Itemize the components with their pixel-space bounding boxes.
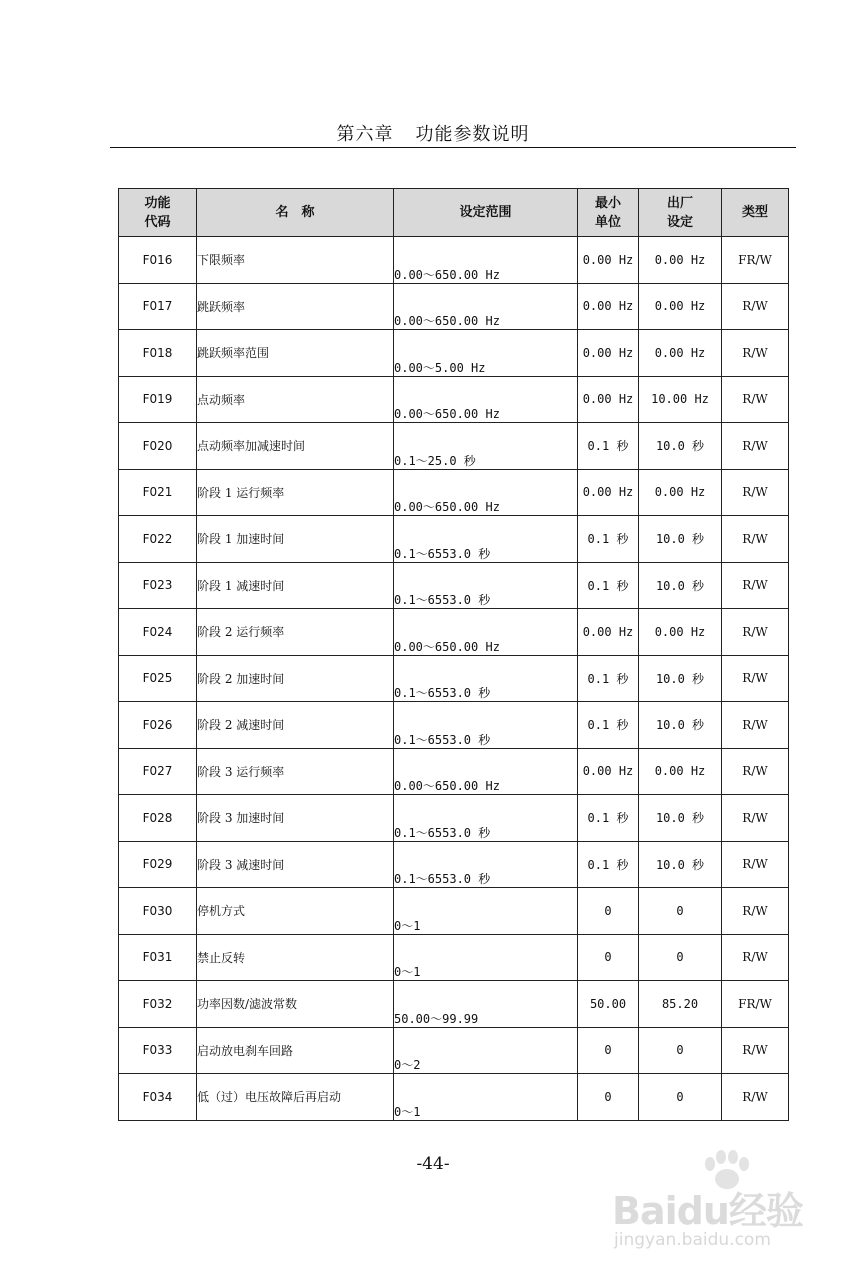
param-type: R/W [722, 702, 789, 749]
param-type: R/W [722, 795, 789, 842]
table-row [119, 237, 789, 284]
table-row [119, 981, 789, 1028]
param-name: 功率因数/滤波常数 [197, 981, 394, 1028]
param-type: R/W [722, 283, 789, 330]
table-row [119, 469, 789, 516]
param-type: FR/W [722, 981, 789, 1028]
param-default: 0.00 Hz [639, 469, 722, 516]
table-row [119, 283, 789, 330]
param-name: 阶段 2 减速时间 [197, 702, 394, 749]
page-number: -44- [416, 1154, 450, 1174]
param-code: F028 [119, 795, 197, 842]
table-row [119, 330, 789, 377]
param-code: F023 [119, 562, 197, 609]
param-default: 10.0 秒 [639, 562, 722, 609]
param-name: 阶段 1 运行频率 [197, 469, 394, 516]
param-name: 阶段 1 减速时间 [197, 562, 394, 609]
param-code: F024 [119, 609, 197, 656]
param-default: 10.00 Hz [639, 376, 722, 423]
param-name: 下限频率 [197, 237, 394, 284]
param-range: 0.00～650.00 Hz [394, 237, 578, 284]
param-type: R/W [722, 516, 789, 563]
table-row [119, 562, 789, 609]
param-type: R/W [722, 423, 789, 470]
param-default: 0.00 Hz [639, 237, 722, 284]
param-code: F021 [119, 469, 197, 516]
param-code: F029 [119, 841, 197, 888]
param-min-unit: 0.00 Hz [578, 469, 639, 516]
param-min-unit: 0.1 秒 [578, 516, 639, 563]
param-min-unit: 0.00 Hz [578, 376, 639, 423]
watermark-url: jingyan.baidu.com [614, 1230, 771, 1250]
header-rule [110, 147, 796, 148]
param-type: R/W [722, 1074, 789, 1121]
param-range: 0.1～6553.0 秒 [394, 655, 578, 702]
param-type: R/W [722, 888, 789, 935]
header-code: 功能 代码 [119, 189, 197, 237]
chapter-heading [0, 120, 866, 146]
param-range: 0.1～6553.0 秒 [394, 702, 578, 749]
param-min-unit: 0.1 秒 [578, 795, 639, 842]
param-type: R/W [722, 748, 789, 795]
param-code: F033 [119, 1027, 197, 1074]
param-default: 10.0 秒 [639, 841, 722, 888]
param-range: 0.1～6553.0 秒 [394, 516, 578, 563]
param-default: 10.0 秒 [639, 516, 722, 563]
chapter-number: 第六章 [336, 124, 394, 145]
param-code: F034 [119, 1074, 197, 1121]
param-type: R/W [722, 609, 789, 656]
param-default: 0.00 Hz [639, 283, 722, 330]
table-row [119, 795, 789, 842]
param-default: 85.20 [639, 981, 722, 1028]
table-row [119, 748, 789, 795]
param-type: R/W [722, 330, 789, 377]
param-min-unit: 50.00 [578, 981, 639, 1028]
param-range: 0～1 [394, 934, 578, 981]
param-min-unit: 0.00 Hz [578, 330, 639, 377]
param-min-unit: 0.00 Hz [578, 748, 639, 795]
param-code: F025 [119, 655, 197, 702]
param-min-unit: 0 [578, 1074, 639, 1121]
header-unit: 最小 单位 [578, 189, 639, 237]
param-min-unit: 0.1 秒 [578, 423, 639, 470]
param-code: F026 [119, 702, 197, 749]
param-min-unit: 0 [578, 888, 639, 935]
param-default: 0.00 Hz [639, 330, 722, 377]
param-range: 0.00～650.00 Hz [394, 469, 578, 516]
param-code: F030 [119, 888, 197, 935]
param-default: 10.0 秒 [639, 702, 722, 749]
param-type: R/W [722, 1027, 789, 1074]
param-code: F027 [119, 748, 197, 795]
param-type: R/W [722, 562, 789, 609]
param-min-unit: 0 [578, 1027, 639, 1074]
param-range: 0～1 [394, 1074, 578, 1121]
param-name: 跳跃频率范围 [197, 330, 394, 377]
param-code: F016 [119, 237, 197, 284]
param-name: 停机方式 [197, 888, 394, 935]
table-row [119, 888, 789, 935]
table-row [119, 1074, 789, 1121]
param-code: F031 [119, 934, 197, 981]
param-name: 跳跃频率 [197, 283, 394, 330]
param-name: 阶段 3 加速时间 [197, 795, 394, 842]
table-header-row [119, 189, 789, 237]
param-default: 0 [639, 1027, 722, 1074]
param-name: 点动频率加减速时间 [197, 423, 394, 470]
param-range: 0.00～650.00 Hz [394, 376, 578, 423]
param-code: F032 [119, 981, 197, 1028]
param-range: 0.00～5.00 Hz [394, 330, 578, 377]
table-row [119, 609, 789, 656]
param-code: F020 [119, 423, 197, 470]
param-range: 0.1～6553.0 秒 [394, 841, 578, 888]
param-default: 0 [639, 934, 722, 981]
param-default: 0.00 Hz [639, 748, 722, 795]
param-default: 0 [639, 888, 722, 935]
table-row [119, 702, 789, 749]
param-min-unit: 0.00 Hz [578, 609, 639, 656]
header-default: 出厂 设定 [639, 189, 722, 237]
param-type: R/W [722, 934, 789, 981]
param-min-unit: 0.1 秒 [578, 702, 639, 749]
param-range: 0.00～650.00 Hz [394, 748, 578, 795]
param-code: F018 [119, 330, 197, 377]
param-default: 10.0 秒 [639, 795, 722, 842]
header-range: 设定范围 [394, 189, 578, 237]
param-default: 10.0 秒 [639, 423, 722, 470]
param-code: F022 [119, 516, 197, 563]
param-type: R/W [722, 376, 789, 423]
table-body [119, 237, 789, 1121]
param-default: 0 [639, 1074, 722, 1121]
param-range: 0～2 [394, 1027, 578, 1074]
table-row [119, 423, 789, 470]
param-type: FR/W [722, 237, 789, 284]
table-row [119, 516, 789, 563]
header-type: 类型 [722, 189, 789, 237]
header-name: 名 称 [197, 189, 394, 237]
param-name: 低（过）电压故障后再启动 [197, 1074, 394, 1121]
param-range: 0～1 [394, 888, 578, 935]
param-min-unit: 0.1 秒 [578, 655, 639, 702]
param-range: 0.1～6553.0 秒 [394, 795, 578, 842]
param-name: 启动放电刹车回路 [197, 1027, 394, 1074]
param-name: 点动频率 [197, 376, 394, 423]
param-min-unit: 0.1 秒 [578, 562, 639, 609]
param-default: 10.0 秒 [639, 655, 722, 702]
table-row [119, 934, 789, 981]
param-default: 0.00 Hz [639, 609, 722, 656]
parameter-table [118, 188, 789, 1121]
param-name: 阶段 2 加速时间 [197, 655, 394, 702]
param-type: R/W [722, 841, 789, 888]
param-type: R/W [722, 469, 789, 516]
param-min-unit: 0.00 Hz [578, 283, 639, 330]
param-min-unit: 0.1 秒 [578, 841, 639, 888]
param-code: F017 [119, 283, 197, 330]
param-range: 0.1～25.0 秒 [394, 423, 578, 470]
param-name: 阶段 3 减速时间 [197, 841, 394, 888]
param-name: 阶段 3 运行频率 [197, 748, 394, 795]
param-name: 禁止反转 [197, 934, 394, 981]
table-row [119, 1027, 789, 1074]
param-min-unit: 0 [578, 934, 639, 981]
table-row [119, 376, 789, 423]
watermark-brand: Baidu经验 [612, 1189, 803, 1233]
chapter-title: 功能参数说明 [415, 124, 530, 145]
table-row [119, 655, 789, 702]
param-range: 0.00～650.00 Hz [394, 609, 578, 656]
table-row [119, 841, 789, 888]
param-name: 阶段 2 运行频率 [197, 609, 394, 656]
param-range: 50.00～99.99 [394, 981, 578, 1028]
param-type: R/W [722, 655, 789, 702]
param-range: 0.00～650.00 Hz [394, 283, 578, 330]
param-min-unit: 0.00 Hz [578, 237, 639, 284]
param-code: F019 [119, 376, 197, 423]
baidu-watermark [612, 1150, 812, 1250]
param-name: 阶段 1 加速时间 [197, 516, 394, 563]
param-range: 0.1～6553.0 秒 [394, 562, 578, 609]
